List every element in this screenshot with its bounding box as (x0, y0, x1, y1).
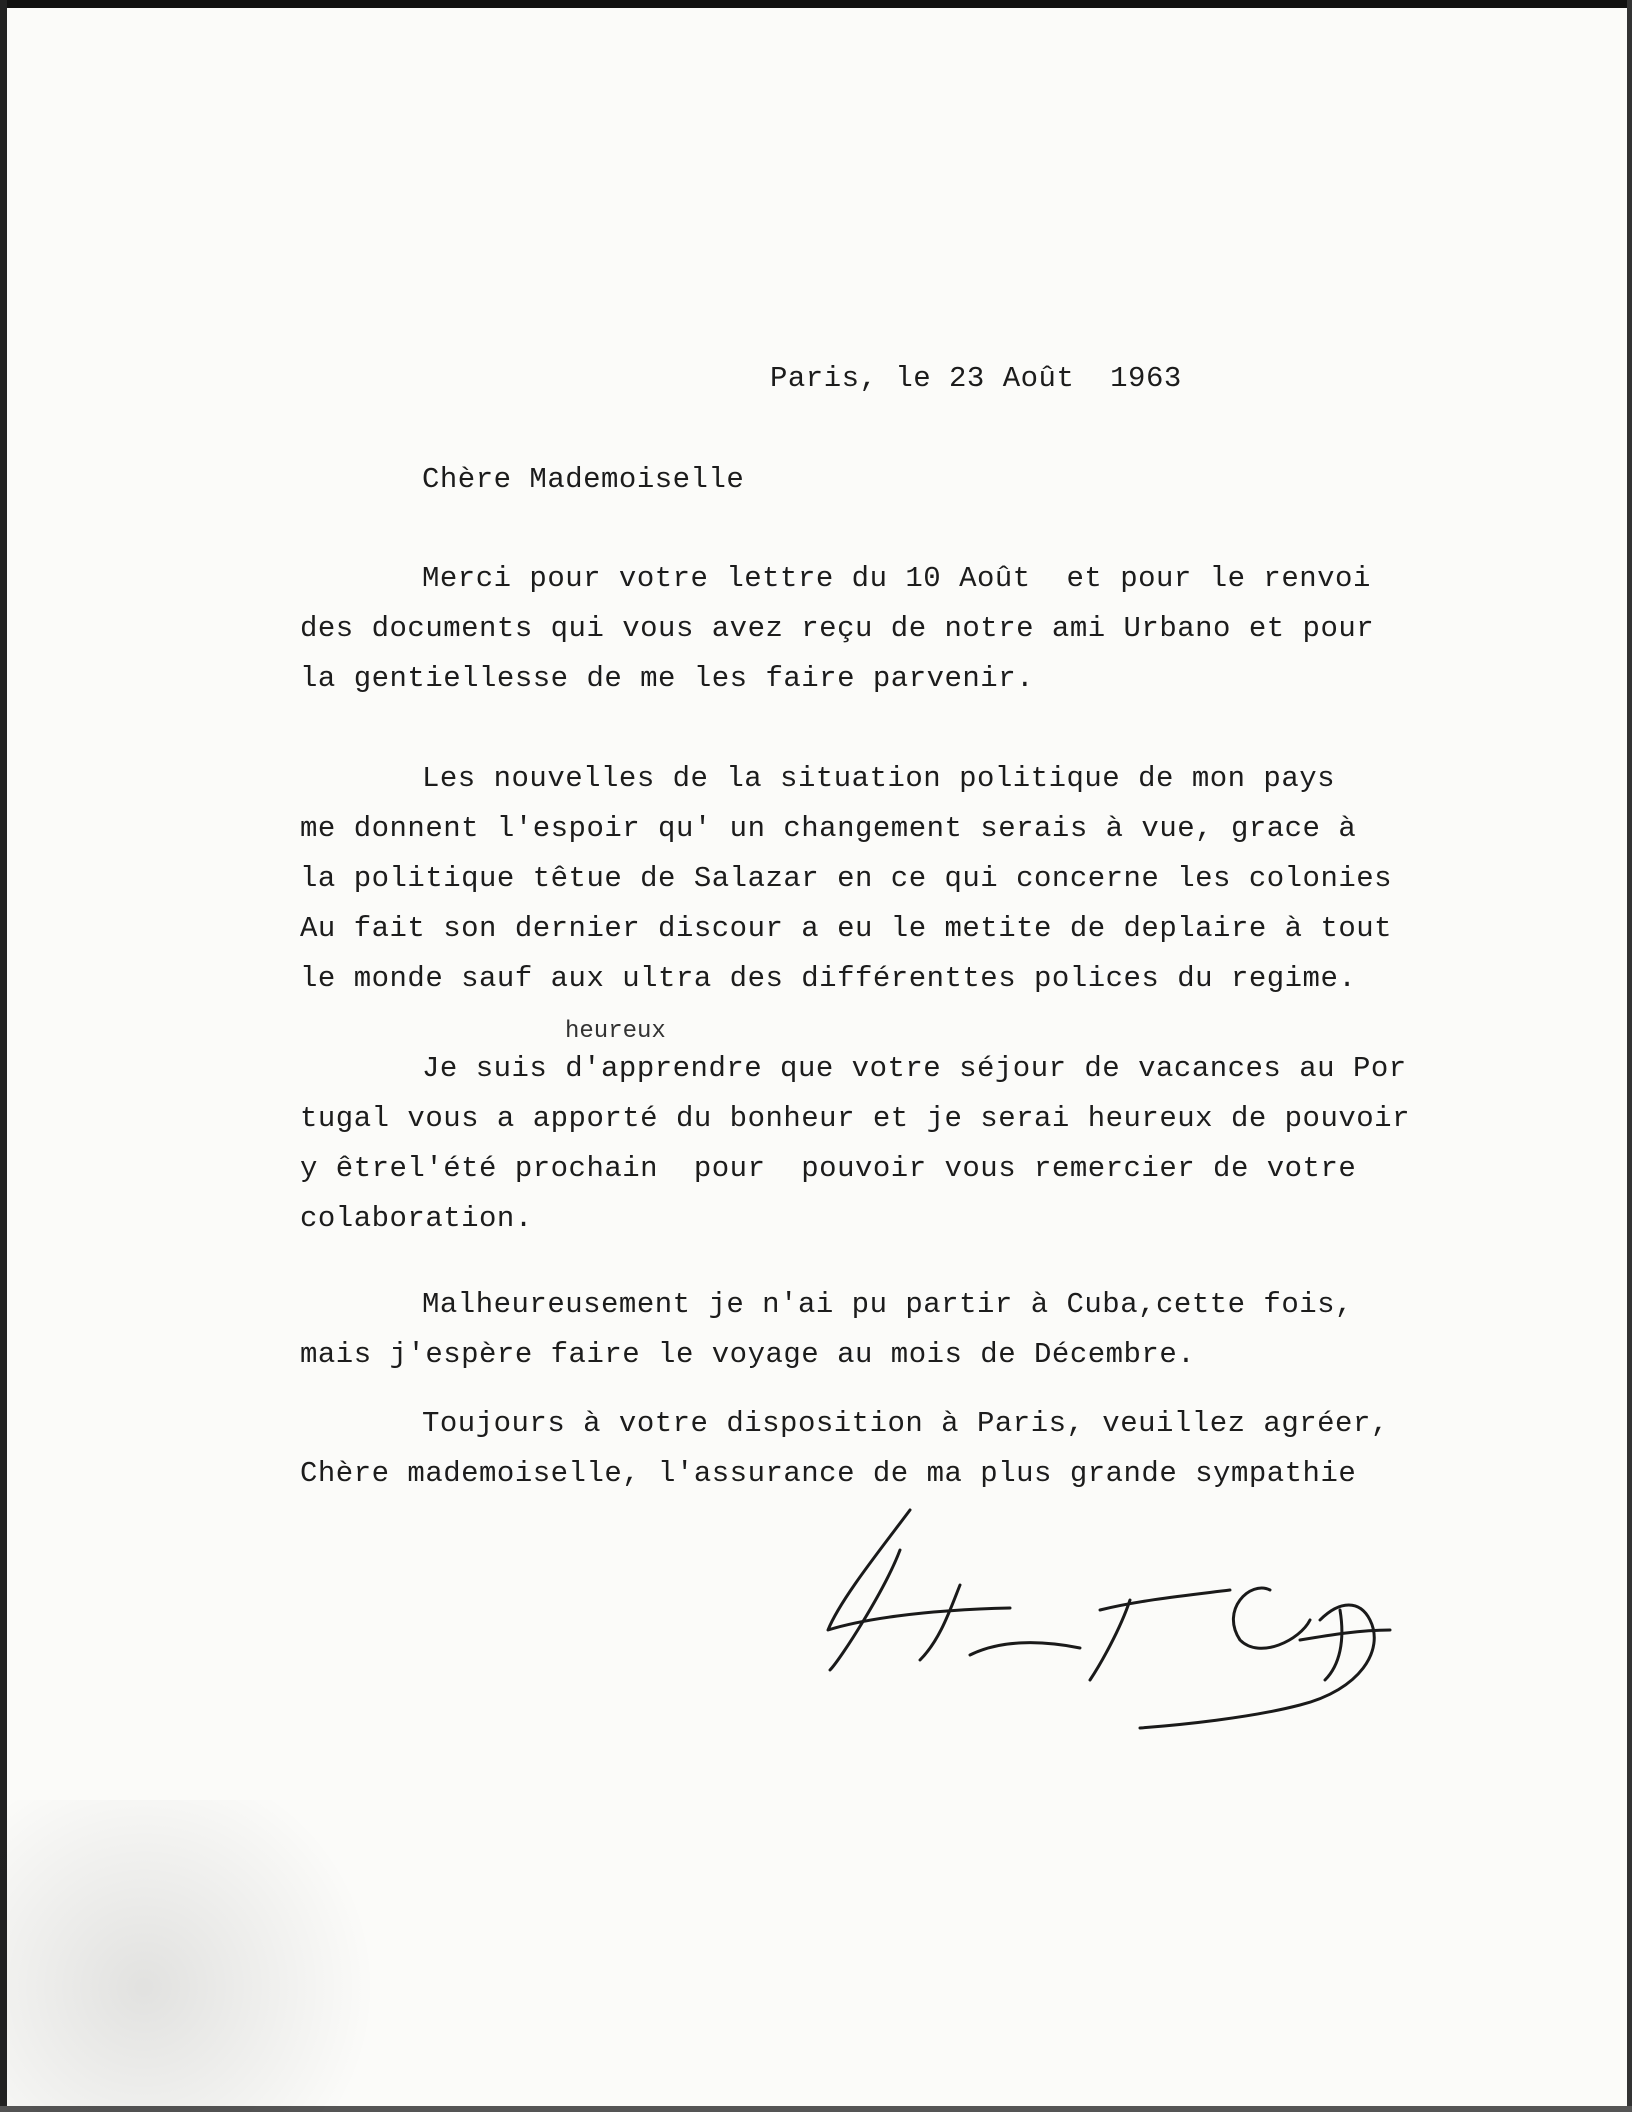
paragraph-3-line-4: colaboration. (300, 1202, 533, 1235)
paragraph-2-line-5: le monde sauf aux ultra des différenttes polices du regime. (300, 962, 1357, 995)
letter-date: Paris, le 23 Août 1963 (770, 362, 1182, 395)
paragraph-5-line-1: Toujours à votre disposition à Paris, veuillez agréer, (422, 1407, 1389, 1440)
paragraph-1-line-2: des documents qui vous avez reçu de notre ami Urbano et pour (300, 612, 1375, 645)
paragraph-1-line-1: Merci pour votre lettre du 10 Août et pour le renvoi (422, 562, 1371, 595)
scan-grain (0, 1800, 480, 2112)
scan-edge-left (0, 0, 7, 2112)
paragraph-3-line-1: Je suis d'apprendre que votre séjour de vacances au Por (422, 1052, 1407, 1085)
paragraph-2-line-4: Au fait son dernier discour a eu le metite de deplaire à tout (300, 912, 1393, 945)
paragraph-2-line-1: Les nouvelles de la situation politique de mon pays (422, 762, 1336, 795)
paragraph-3-line-2: tugal vous a apporté du bonheur et je serai heureux de pouvoir (300, 1102, 1410, 1135)
paragraph-3-line-3: y êtrel'été prochain pour pouvoir vous remercier de votre (300, 1152, 1357, 1185)
paragraph-1-line-3: la gentiellesse de me les faire parvenir. (300, 662, 1035, 695)
paragraph-2-line-3: la politique têtue de Salazar en ce qui concerne les colonies (300, 862, 1393, 895)
scan-edge-top (0, 0, 1632, 8)
handwritten-signature-icon (800, 1490, 1420, 1730)
paragraph-4-line-2: mais j'espère faire le voyage au mois de Décembre. (300, 1338, 1196, 1371)
typed-insertion-heureux: heureux (565, 1018, 666, 1045)
paragraph-5-line-2: Chère mademoiselle, l'assurance de ma plus grande sympathie (300, 1457, 1357, 1490)
scan-edge-right (1627, 0, 1632, 2112)
letter-salutation: Chère Mademoiselle (422, 463, 745, 496)
paragraph-4-line-1: Malheureusement je n'ai pu partir à Cuba,cette fois, (422, 1288, 1353, 1321)
paragraph-2-line-2: me donnent l'espoir qu' un changement serais à vue, grace à (300, 812, 1357, 845)
